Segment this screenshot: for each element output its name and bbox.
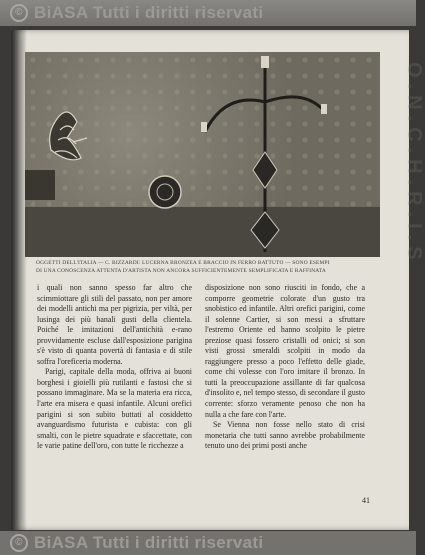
medallion — [149, 176, 181, 208]
watermark-bottom — [0, 531, 416, 555]
figure-photo — [25, 52, 380, 257]
paragraph: Se Vienna non fosse nello stato di crisi monetaria che tutti sanno avrebbe probabilmente tenuto uno dei primi posti anche — [205, 420, 365, 451]
paragraph: Parigi, capitale della moda, offriva ai buoni borghesi i gioielli più rutilanti e fastosi che si possano immaginare. Ma se la materia era ricca, l'arte era misera e quasi infantile. Alcuni orefici parigini si son subito buttati al cosiddetto avanguardismo futurista e cubista: con gli smalti, con le pietre squadrate e sfaccettate, con le varie patine dell'oro, con tutte le ricchezze a — [37, 367, 192, 451]
seal-watermark: O.N.C.H.R.I.S — [403, 62, 425, 266]
lamp-base — [25, 170, 55, 200]
oil-lamp — [50, 112, 87, 160]
lamp-and-bracket-illustration — [25, 52, 380, 257]
text-column-left — [37, 283, 192, 452]
watermark-text-bottom: BiASA Tutti i diritti riservati — [34, 533, 264, 552]
paragraph: disposizione non sono riusciti in fondo, che a comporre geometrie colorate d'un gusto tra snobistico ed infantile. Altri orefici parigini, come il solenne Cartier, si son messi a sfruttare l'estremo Oriente ed hanno scolpito le pietre preziose quasi fossero cristalli od onici; si son visti grossi smeraldi scolpiti in modo da raggiungere presso a poco l'effetto delle giade, come chi volesse con l'oro imitare il bronzo. In tutti la preoccupazione assillante di far qualcosa d'insolito e, nel tempo stesso, di secondare il gusto corrente: sforzo veramente penoso che non ha nulla a che fare con l'arte. — [205, 283, 365, 419]
watermark-top — [0, 0, 416, 26]
copyright-icon: © — [10, 4, 28, 22]
figure-caption: OGGETTI DELL'ITALIA — C. BIZZARDI: LUCERNA BRONZEA E BRACCIO IN FERRO BATTUTO — SONO ESEMPI DI UNA CONOSCENZA ATTENTA D'ARTISTA NON ANCORA SUFFICIENTEMENTE SEMPLIFICATA E RAFFINATA — [36, 260, 330, 274]
text-column-right — [205, 283, 365, 452]
page-number: 41 — [362, 496, 370, 505]
watermark-text-top: BiASA Tutti i diritti riservati — [34, 3, 264, 22]
paragraph: i quali non sanno spesso far altro che scimmiottare gli stili del passato, non per amore dei modelli antichi ma per pigrizia, per viltà, per lusinga dei più banali gusti della clientela. Poiché le imitazioni dell'antichità e-rano provvidamente escluse dall'esposizione parigina s'è visto di quanta povertà di fantasia e di stile soffra l'oreficeria moderna. — [37, 283, 192, 366]
copyright-icon: © — [10, 534, 28, 552]
